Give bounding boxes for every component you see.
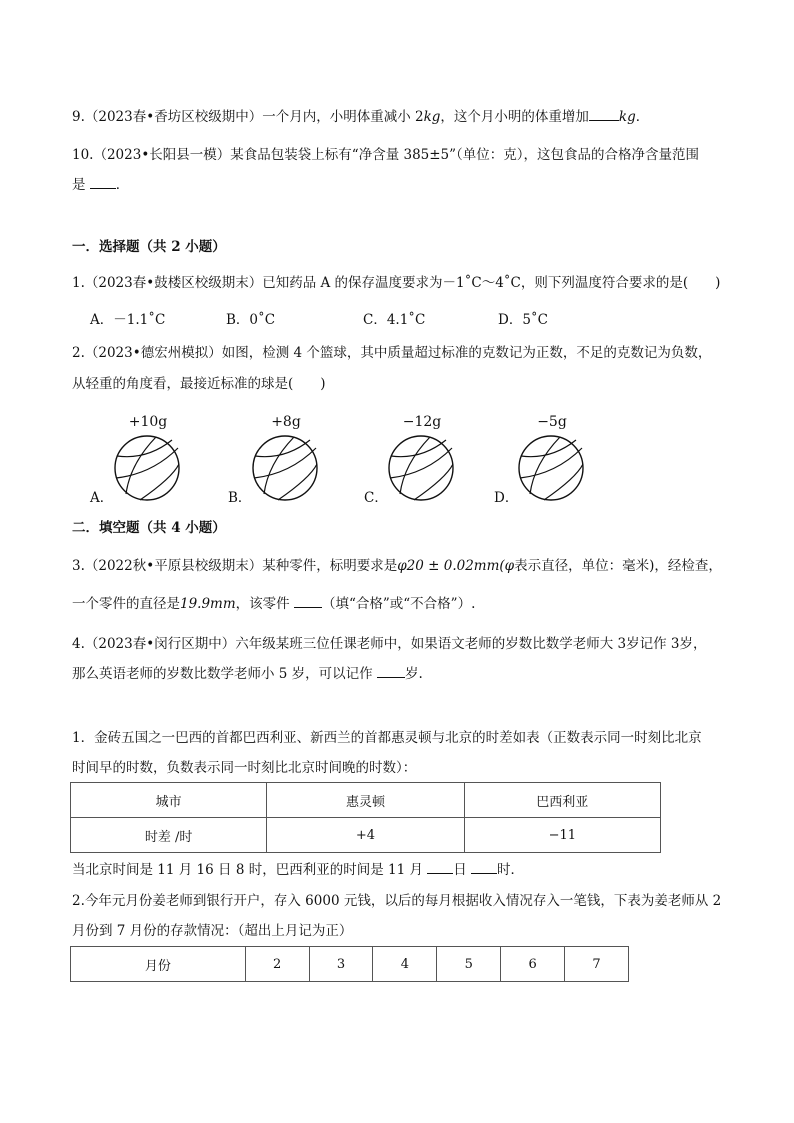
- option-label: C．: [364, 490, 388, 506]
- fill-question-3-line2: 一个零件的直径是19.9mm，该零件 （填“合格”或“不合格”）.: [72, 596, 476, 612]
- extra-question-2-line2: 月份到 7 月份的存款情况：（超出上月记为正）: [72, 923, 353, 939]
- answer-blank[interactable]: [589, 108, 619, 121]
- section-title-fill: 二．填空题（共 4 小题）: [72, 520, 226, 536]
- extra-question-2-line1: 2.今年元月份姜老师到银行开户，存入 6000 元钱，以后的每月根据收入情况存入一笔钱，下表为姜老师从 2: [72, 893, 722, 909]
- fill-question-4-line2: 那么英语老师的岁数比数学老师小 5 岁，可以记作 岁.: [72, 666, 423, 682]
- table-header: 城市: [71, 783, 267, 818]
- weight-label: +10g: [128, 414, 168, 430]
- option-b[interactable]: B．0˚C: [226, 312, 276, 328]
- table-cell: 7: [565, 947, 629, 982]
- option-label: B．: [228, 490, 252, 506]
- table-header: 巴西利亚: [464, 783, 660, 818]
- weight-label: +8g: [271, 414, 301, 430]
- option-label: A．: [90, 490, 114, 506]
- choice-question-2-line2: 从轻重的角度看，最接近标准的球是( ): [72, 376, 326, 392]
- deposit-table: [70, 946, 629, 982]
- table-cell: 6: [501, 947, 565, 982]
- table-cell: 4: [373, 947, 437, 982]
- answer-blank[interactable]: [90, 176, 116, 189]
- table-cell: −11: [464, 818, 660, 853]
- table-cell: 2: [245, 947, 309, 982]
- basketball-option-d[interactable]: [496, 414, 606, 504]
- question-10-line1: 10.（2023•长阳县一模）某食品包装袋上标有“净含量 385±5”（单位：克），这包食品的合格净含量范围: [72, 147, 700, 163]
- basketball-option-b[interactable]: [230, 414, 340, 504]
- question-10-line2: 是 ．: [72, 177, 130, 193]
- option-a[interactable]: A．－1.1˚C: [90, 312, 166, 328]
- table-header: 惠灵顿: [267, 783, 464, 818]
- answer-blank[interactable]: [377, 665, 405, 678]
- extra-question-1-answer: 当北京时间是 11 月 16 日 8 时，巴西利亚的时间是 11 月 日 时．: [72, 862, 525, 878]
- choice-question-2-line1: 2.（2023•德宏州模拟）如图，检测 4 个篮球，其中质量超过标准的克数记为正数，不足的克数记为负数，: [72, 345, 712, 361]
- option-d[interactable]: D．5˚C: [498, 312, 548, 328]
- basketball-option-c[interactable]: [366, 414, 476, 504]
- extra-question-1-line2: 时间早的时数，负数表示同一时刻比北京时间晚的时数）：: [72, 760, 417, 776]
- option-c[interactable]: C．4.1˚C: [363, 312, 426, 328]
- answer-blank[interactable]: [427, 861, 453, 874]
- fill-question-3-line1: 3.（2022秋•平原县校级期末）某种零件，标明要求是φ20 ± 0.02mm(φ表示直径，单位：毫米)，经检查，: [72, 558, 722, 574]
- question-9: 9.（2023春•香坊区校级期中）一个月内，小明体重减小 2kg，这个月小明的体重增加 kg．: [72, 109, 650, 125]
- answer-blank[interactable]: [294, 595, 322, 608]
- answer-blank[interactable]: [471, 861, 497, 874]
- section-title-choice: 一．选择题（共 2 小题）: [72, 239, 226, 255]
- weight-label: −5g: [537, 414, 567, 430]
- table-header: 月份: [71, 947, 246, 982]
- fill-question-4-line1: 4.（2023春•闵行区期中）六年级某班三位任课老师中，如果语文老师的岁数比数学老师大 3岁记作 3岁，: [72, 636, 707, 652]
- basketball-option-a[interactable]: [92, 414, 202, 504]
- time-difference-table: [70, 782, 661, 853]
- weight-label: −12g: [402, 414, 442, 430]
- option-label: D．: [494, 490, 519, 506]
- table-cell: +4: [267, 818, 464, 853]
- extra-question-1-line1: 1．金砖五国之一巴西的首都巴西利亚、新西兰的首都惠灵顿与北京的时差如表（正数表示同一时刻比北京: [72, 730, 702, 746]
- table-cell: 3: [309, 947, 373, 982]
- choice-question-1: 1.（2023春•鼓楼区校级期末）已知药品 A 的保存温度要求为－1˚C～4˚C，则下列温度符合要求的是( ): [72, 275, 721, 291]
- table-cell: 5: [437, 947, 501, 982]
- table-cell: 时差 /时: [71, 818, 267, 853]
